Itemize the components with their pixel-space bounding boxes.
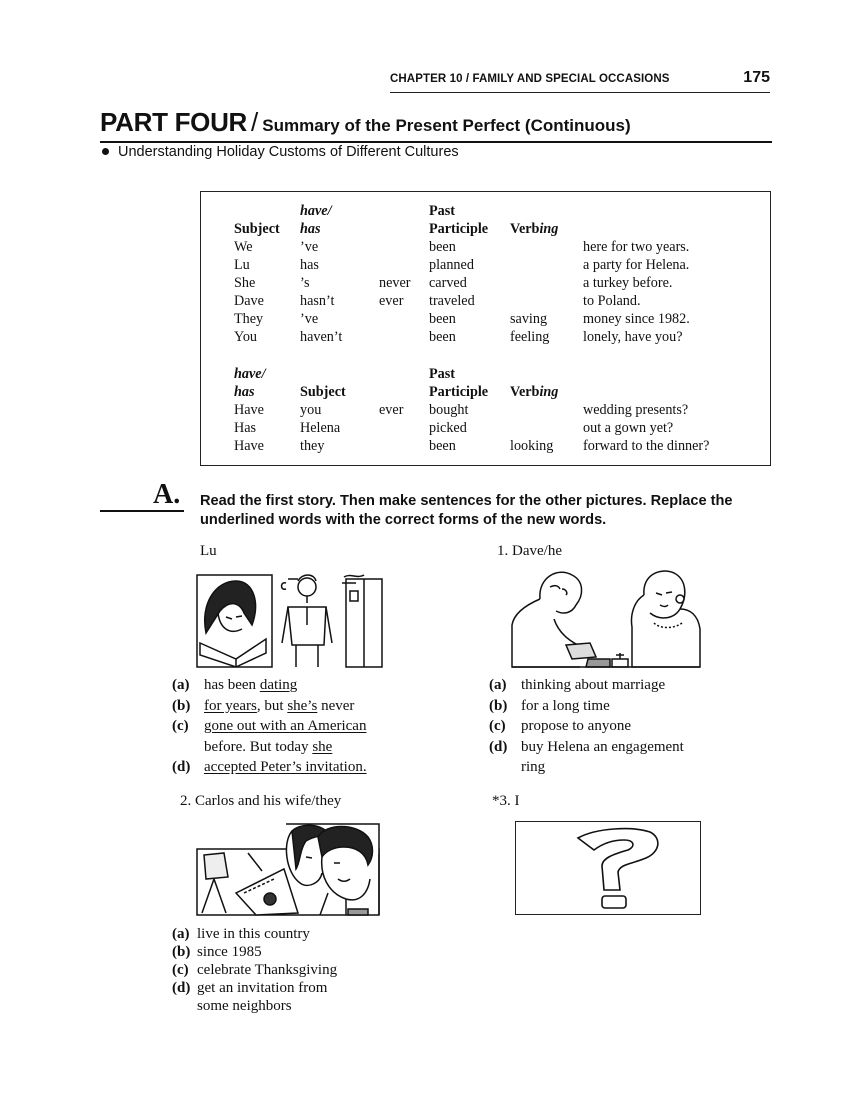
cue-text: live in this country xyxy=(197,926,310,942)
header-ing: ing xyxy=(539,221,559,237)
cue-text: get an invitation from xyxy=(197,980,328,996)
cue-list-lu xyxy=(172,675,442,778)
cell: lonely, have you? xyxy=(583,329,683,345)
cell: to Poland. xyxy=(583,293,641,309)
cell: Helena xyxy=(300,420,341,436)
subtopic-text: Understanding Holiday Customs of Different Cultures xyxy=(118,144,459,160)
table-header xyxy=(234,383,709,401)
cue-item xyxy=(489,675,729,696)
subtopic-bullet xyxy=(100,144,459,160)
header-ing: ing xyxy=(539,384,559,400)
table-header xyxy=(234,220,690,238)
header-cell xyxy=(379,220,429,238)
cue-text: , but xyxy=(256,697,288,714)
cell: We xyxy=(234,239,253,255)
cue-text: for a long time xyxy=(521,697,610,714)
header-cell xyxy=(379,383,429,401)
cell: has xyxy=(300,257,319,273)
part-heading xyxy=(100,107,772,143)
cell: out a gown yet? xyxy=(583,420,674,436)
header-verb: Verb xyxy=(510,384,540,400)
header-cell xyxy=(583,202,690,220)
cue-item xyxy=(172,925,412,943)
cell: a party for Helena. xyxy=(583,257,690,273)
question-mark-icon xyxy=(516,822,700,914)
cue-text: some neighbors xyxy=(197,998,292,1014)
cue-item xyxy=(172,943,412,961)
cell: ever xyxy=(379,293,404,309)
underlined-phrase: she xyxy=(312,738,333,755)
cell: forward to the dinner? xyxy=(583,438,710,454)
header-cell: Past xyxy=(429,366,456,382)
header-cell xyxy=(583,383,709,401)
cue-item xyxy=(172,737,442,758)
cell: bought xyxy=(429,402,469,418)
header-cell xyxy=(583,365,709,383)
header-have-has: has xyxy=(300,221,321,237)
item-label-2: 2. Carlos and his wife/they xyxy=(180,793,342,809)
cue-item xyxy=(172,997,412,1015)
statements-table xyxy=(234,202,690,346)
cue-item xyxy=(172,716,442,737)
cue-letter: (c) xyxy=(172,962,189,978)
picture-couple-reading-invitation xyxy=(196,823,381,916)
cell: been xyxy=(429,438,456,454)
cue-letter: (b) xyxy=(172,944,191,960)
cell xyxy=(510,419,583,437)
exercise-letter: A. xyxy=(153,479,181,510)
cell: been xyxy=(429,311,456,327)
cell xyxy=(379,328,429,346)
cue-item xyxy=(172,757,442,778)
cell xyxy=(510,238,583,256)
cue-item xyxy=(489,716,729,737)
cue-item xyxy=(172,675,442,696)
cue-letter: (d) xyxy=(172,759,191,775)
cell: Have xyxy=(234,438,264,454)
cell xyxy=(510,401,583,419)
cell: wedding presents? xyxy=(583,402,689,418)
header-cell xyxy=(379,202,429,220)
part-title: PART FOUR xyxy=(100,107,248,137)
header-subject: Subject xyxy=(300,384,346,400)
cell: Dave xyxy=(234,293,264,309)
underlined-phrase: gone out with an American xyxy=(204,718,367,734)
cue-text: has been xyxy=(204,677,260,693)
cell: looking xyxy=(510,438,554,454)
header-verbing xyxy=(510,220,583,238)
grammar-summary-box xyxy=(200,191,771,466)
cell: ’s xyxy=(300,275,310,291)
illustration-icon xyxy=(196,573,384,669)
header-cell xyxy=(510,365,583,383)
header-cell: have/ xyxy=(300,203,332,219)
cue-text: thinking about marriage xyxy=(521,677,666,693)
cue-text: since 1985 xyxy=(197,944,262,960)
cell xyxy=(379,256,429,274)
table-row xyxy=(234,238,690,256)
table-row xyxy=(234,274,690,292)
illustration-icon xyxy=(510,565,702,669)
underlined-phrase: she’s xyxy=(287,697,318,714)
cell: They xyxy=(234,311,264,327)
item-label-3: *3. I xyxy=(492,793,520,809)
cell: She xyxy=(234,275,256,291)
underlined-phrase: dating xyxy=(259,677,298,693)
header-cell xyxy=(583,220,690,238)
table-header-top xyxy=(234,365,709,383)
cue-text: propose to anyone xyxy=(521,718,631,734)
cue-list-2 xyxy=(172,925,412,1015)
cue-item xyxy=(172,961,412,979)
header-cell xyxy=(234,202,300,220)
cue-list-1 xyxy=(489,675,729,778)
cell: traveled xyxy=(429,293,475,309)
cue-text: celebrate Thanksgiving xyxy=(197,962,338,978)
table-row xyxy=(234,310,690,328)
cell xyxy=(379,437,429,455)
header-cell: have/ xyxy=(234,366,266,382)
header-cell xyxy=(300,365,379,383)
header-cell xyxy=(510,202,583,220)
cell: You xyxy=(234,329,258,345)
table-row xyxy=(234,292,690,310)
picture-question-mark-box xyxy=(515,821,701,915)
cue-letter: (a) xyxy=(489,677,507,693)
header-past-participle: Participle xyxy=(429,384,489,400)
cue-letter: (a) xyxy=(172,926,190,942)
table-row xyxy=(234,401,709,419)
part-slash: / xyxy=(251,107,259,137)
table-header-top xyxy=(234,202,690,220)
cue-letter: (c) xyxy=(489,718,506,734)
cell xyxy=(510,292,583,310)
cell: you xyxy=(300,402,322,418)
cell: hasn’t xyxy=(300,293,335,309)
cell: here for two years. xyxy=(583,239,690,255)
running-header xyxy=(390,70,770,93)
table-row xyxy=(234,419,709,437)
cue-letter: (d) xyxy=(172,980,191,996)
cue-letter: (b) xyxy=(172,697,191,714)
cell: a turkey before. xyxy=(583,275,673,291)
cell: been xyxy=(429,239,456,255)
header-have-has: has xyxy=(234,384,255,400)
cue-item xyxy=(489,757,729,778)
cell: ’ve xyxy=(300,311,319,327)
cue-letter: (d) xyxy=(489,738,508,755)
underlined-phrase: for years xyxy=(204,697,257,714)
cue-letter: (b) xyxy=(489,697,508,714)
cue-letter: (a) xyxy=(172,677,190,693)
cue-text: buy Helena an engagement xyxy=(521,738,684,755)
cell xyxy=(510,256,583,274)
picture-man-with-ring-box-and-woman xyxy=(510,565,702,669)
item-label-lu: Lu xyxy=(200,543,217,559)
table-row xyxy=(234,256,690,274)
chapter-title: CHAPTER 10 / FAMILY AND SPECIAL OCCASIONS xyxy=(390,73,670,85)
exercise-instructions: Read the first story. Then make sentences for the other pictures. Replace the underlined words with the correct forms of the new words. xyxy=(200,493,733,528)
cue-text: before. But today xyxy=(204,738,313,755)
cue-item xyxy=(172,696,442,717)
cell: never xyxy=(379,275,411,291)
cell: feeling xyxy=(510,329,550,345)
illustration-icon xyxy=(196,823,381,916)
cue-item xyxy=(489,737,729,758)
header-cell: Past xyxy=(429,203,456,219)
cell: carved xyxy=(429,275,467,291)
cell: ’ve xyxy=(300,239,319,255)
underlined-phrase: accepted Peter’s invitation. xyxy=(204,759,367,775)
cell xyxy=(510,274,583,292)
cell: saving xyxy=(510,311,548,327)
cell: Lu xyxy=(234,257,250,273)
item-label-1: 1. Dave/he xyxy=(497,543,562,559)
cell: ever xyxy=(379,402,404,418)
table-row xyxy=(234,437,709,455)
cell xyxy=(379,419,429,437)
cell xyxy=(379,238,429,256)
page-number: 175 xyxy=(743,69,770,86)
header-verb: Verb xyxy=(510,221,540,237)
header-past-participle: Participle xyxy=(429,221,489,237)
cell: picked xyxy=(429,420,467,436)
cell: been xyxy=(429,329,456,345)
questions-table xyxy=(234,365,709,455)
picture-woman-reading-man-at-door xyxy=(196,573,384,669)
bullet-icon xyxy=(102,148,109,155)
header-verbing xyxy=(510,383,583,401)
cell: planned xyxy=(429,257,474,273)
cell: Have xyxy=(234,402,264,418)
cue-text: ring xyxy=(521,759,546,775)
cue-text: never xyxy=(317,697,355,714)
header-subject: Subject xyxy=(234,221,280,237)
cell: Has xyxy=(234,420,257,436)
table-row xyxy=(234,328,690,346)
part-subtitle: Summary of the Present Perfect (Continuous) xyxy=(262,116,631,135)
cell: they xyxy=(300,438,325,454)
cue-item xyxy=(172,979,412,997)
cue-item xyxy=(489,696,729,717)
cell: money since 1982. xyxy=(583,311,690,327)
header-cell xyxy=(379,365,429,383)
cell xyxy=(379,310,429,328)
cue-letter: (c) xyxy=(172,718,189,734)
cell: haven’t xyxy=(300,329,343,345)
